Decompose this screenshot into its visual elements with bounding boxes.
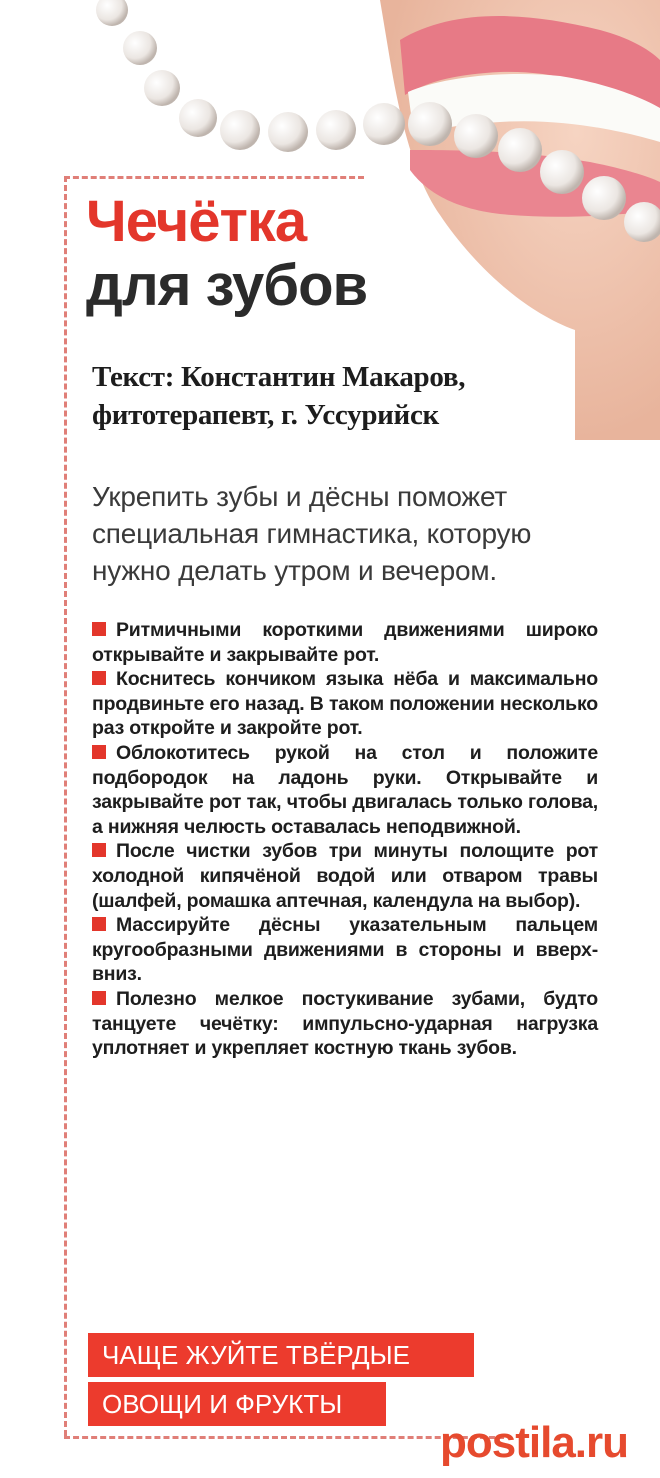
byline-line-1: Текст: Константин Макаров, xyxy=(92,361,466,393)
tip-text: Полезно мелкое постукивание зубами, будто танцуете чечётку: импульсно-ударная нагрузка уплотняет и укрепляет костную ткань зубов. xyxy=(92,987,598,1060)
square-bullet-icon xyxy=(92,917,106,931)
byline-line-2: фитотерапевт, г. Уссурийск xyxy=(92,399,439,431)
tip-item xyxy=(92,839,598,913)
author-byline xyxy=(92,358,562,434)
tip-item xyxy=(92,741,598,839)
tip-item xyxy=(92,987,598,1061)
banner-line-2: ОВОЩИ И ФРУКТЫ xyxy=(88,1382,386,1426)
dashed-frame-left xyxy=(64,176,67,1436)
square-bullet-icon xyxy=(92,843,106,857)
tips-list xyxy=(92,618,598,1061)
lead-paragraph: Укрепить зубы и дёсны поможет специальная гимнастика, которую нужно делать утром и вечером. xyxy=(92,481,532,586)
square-bullet-icon xyxy=(92,745,106,759)
tip-text: Коснитесь кончиком языка нёба и максимально продвиньте его назад. В таком положении несколько раз откройте и закройте рот. xyxy=(92,668,598,740)
dashed-frame-bottom xyxy=(64,1436,504,1439)
tip-item xyxy=(92,913,598,987)
tip-text: Массируйте дёсны указательным пальцем кругообразными движениями в стороны и вверх-вниз. xyxy=(92,914,598,986)
tip-text: После чистки зубов три минуты полощите рот холодной кипячёной водой или отваром травы (шалфей, ромашка аптечная, календула на выбор). xyxy=(92,840,598,912)
tip-text: Облокотитесь рукой на стол и положите подбородок на ладонь руки. Открывайте и закрывайте рот так, чтобы двигалась только голова, а нижняя челюсть оставалась неподвижной. xyxy=(92,741,598,838)
tip-item xyxy=(92,618,598,667)
advice-banner xyxy=(88,1333,474,1431)
square-bullet-icon xyxy=(92,671,106,685)
title-line-2: для зубов xyxy=(86,253,368,318)
title-line-1: Чечётка xyxy=(86,189,307,254)
dashed-frame-top xyxy=(64,176,364,179)
tip-text: Ритмичными короткими движениями широко открывайте и закрывайте рот. xyxy=(92,619,598,666)
square-bullet-icon xyxy=(92,622,106,636)
square-bullet-icon xyxy=(92,991,106,1005)
watermark-logo: postila.ru xyxy=(440,1418,629,1467)
tip-item xyxy=(92,667,598,741)
article-title xyxy=(86,190,367,318)
banner-line-1: ЧАЩЕ ЖУЙТЕ ТВЁРДЫЕ xyxy=(88,1333,474,1377)
